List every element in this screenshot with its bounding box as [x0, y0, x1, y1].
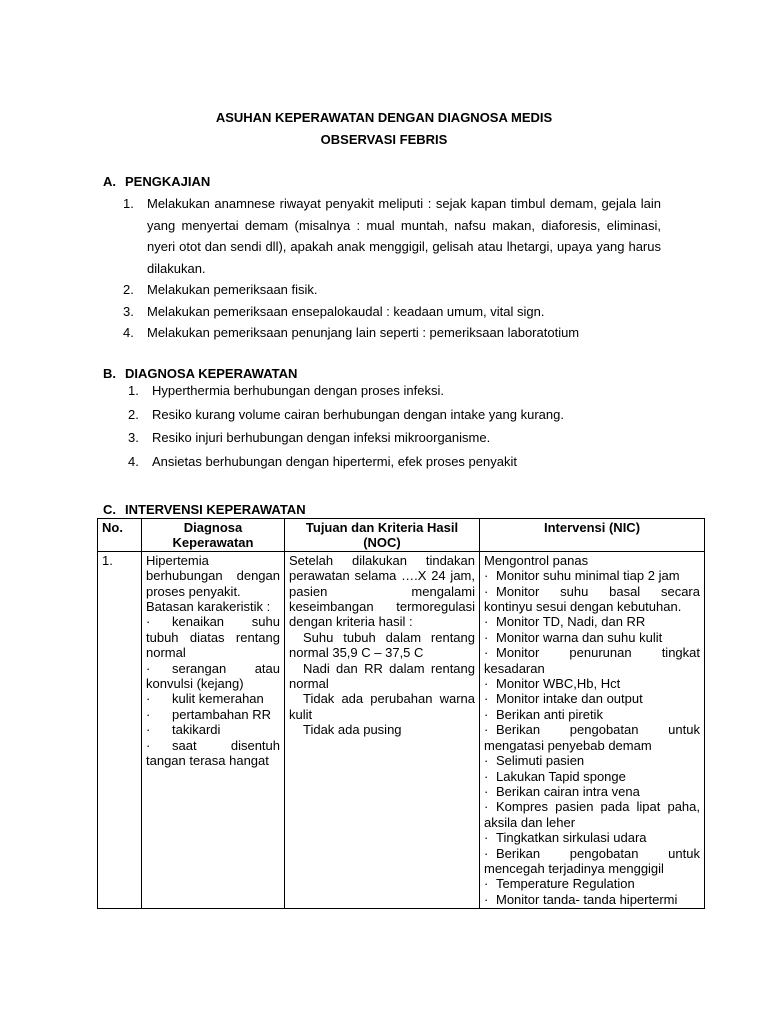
- list-item: 4. Ansietas berhubungan dengan hipertermi, efek proses penyakit: [128, 453, 517, 469]
- diagnosa-item: · takikardi: [146, 722, 221, 738]
- intervensi-item: · Tingkatkan sirkulasi udara: [484, 830, 647, 846]
- list-item: 3. Melakukan pemeriksaan ensepalokaudal : keadaan umum, vital sign.: [123, 303, 545, 319]
- intervensi-item: · Monitor TD, Nadi, dan RR: [484, 614, 646, 630]
- cell-intervensi: [480, 551, 705, 908]
- assessment-list: [123, 193, 661, 344]
- section-b-letter: B.: [103, 366, 116, 381]
- intervensi-item: · Berikan pengobatan untuk mencegah terjadinya menggigil: [484, 845, 700, 876]
- section-c-title: INTERVENSI KEPERAWATAN: [125, 502, 306, 517]
- section-a-title: PENGKAJIAN: [125, 174, 211, 189]
- intervensi-item: · Monitor suhu minimal tiap 2 jam: [484, 568, 680, 584]
- tujuan-item: Suhu tubuh dalam rentang normal 35,9 C – 37,5 C: [289, 629, 475, 661]
- cell-diagnosa: [142, 551, 285, 908]
- intervensi-item: · Monitor intake dan output: [484, 691, 643, 707]
- diagnosa-item: · serangan atau konvulsi (kejang): [146, 660, 280, 692]
- document-subtitle: OBSERVASI FEBRIS: [320, 132, 448, 147]
- list-item: 2. Melakukan pemeriksaan fisik.: [123, 282, 318, 297]
- diagnosa-item: · saat disentuh tangan terasa hangat: [146, 737, 280, 769]
- intervensi-item: · Lakukan Tapid sponge: [484, 768, 626, 784]
- header-intervensi: Intervensi (NIC): [480, 519, 705, 552]
- intervensi-item: · Berikan cairan intra vena: [484, 783, 640, 799]
- header-no: No.: [98, 519, 142, 552]
- diagnosis-list: [128, 379, 652, 473]
- list-item: 3. Resiko injuri berhubungan dengan infeksi mikroorganisme.: [128, 430, 491, 446]
- intervention-table: [97, 518, 705, 909]
- list-item: 1. Hyperthermia berhubungan dengan proses infeksi.: [128, 383, 444, 398]
- tujuan-intro: Setelah dilakukan tindakan perawatan selama ….X 24 jam, pasien mengalami keseimbangan termoregulasi dengan kriteria hasil :: [289, 552, 475, 630]
- intervensi-item: · Selimuti pasien: [484, 753, 585, 769]
- intervensi-item: · Monitor penurunan tingkat kesadaran: [484, 645, 700, 676]
- intervensi-item: · Temperature Regulation: [484, 876, 635, 892]
- header-tujuan: Tujuan dan Kriteria Hasil (NOC): [285, 519, 480, 552]
- intervensi-item: · Kompres pasien pada lipat paha, aksila dan leher: [484, 799, 700, 830]
- intervensi-item: · Monitor WBC,Hb, Hct: [484, 676, 621, 692]
- list-item: 1. Melakukan anamnese riwayat penyakit meliputi : sejak kapan timbul demam, gejala lain yang menyertai demam (misalnya : mual muntah, nafsu makan, diaforesis, eliminasi, nyeri otot dan sendi dll), apakah anak menggigil, gelisah atau lhetargi, upaya yang harus dilakukan.: [123, 196, 661, 276]
- diagnosa-item: · kenaikan suhu tubuh diatas rentang normal: [146, 614, 280, 661]
- document-title: ASUHAN KEPERAWATAN DENGAN DIAGNOSA MEDIS: [215, 110, 553, 125]
- intervensi-item: · Monitor tanda- tanda hipertermi: [484, 891, 678, 907]
- list-item: 2. Resiko kurang volume cairan berhubungan dengan intake yang kurang.: [128, 406, 564, 422]
- batasan-label: Batasan karakeristik :: [146, 599, 271, 615]
- section-c-letter: C.: [103, 502, 116, 517]
- intervensi-list: [484, 568, 700, 907]
- table-header-row: [98, 519, 705, 552]
- section-c-heading: [103, 502, 306, 517]
- intervensi-item: · Berikan anti piretik: [484, 706, 603, 722]
- section-a-letter: A.: [103, 174, 116, 189]
- intervensi-item: · Monitor suhu basal secara kontinyu sesui dengan kebutuhan.: [484, 583, 700, 615]
- diagnosa-intro: Hipertemia berhubungan dengan proses penyakit.: [146, 552, 280, 599]
- header-diagnosa: Diagnosa Keperawatan: [142, 519, 285, 552]
- intervensi-intro: Mengontrol panas: [484, 552, 589, 568]
- intervensi-item: · Berikan pengobatan untuk mengatasi penyebab demam: [484, 722, 700, 753]
- intervensi-item: · Monitor warna dan suhu kulit: [484, 629, 663, 645]
- cell-no: 1.: [98, 551, 142, 908]
- cell-tujuan: [285, 551, 480, 908]
- diagnosa-item: · kulit kemerahan: [146, 691, 264, 707]
- tujuan-item: Tidak ada pusing: [303, 722, 402, 738]
- list-item: 4. Melakukan pemeriksaan penunjang lain seperti : pemeriksaan laboratotium: [123, 325, 580, 340]
- section-a-heading: [103, 174, 210, 189]
- section-b-title: DIAGNOSA KEPERAWATAN: [125, 366, 298, 381]
- diagnosa-item: · pertambahan RR: [146, 706, 271, 722]
- tujuan-item: Nadi dan RR dalam rentang normal: [289, 660, 475, 692]
- table-row: [98, 551, 705, 908]
- tujuan-item: Tidak ada perubahan warna kulit: [289, 691, 475, 722]
